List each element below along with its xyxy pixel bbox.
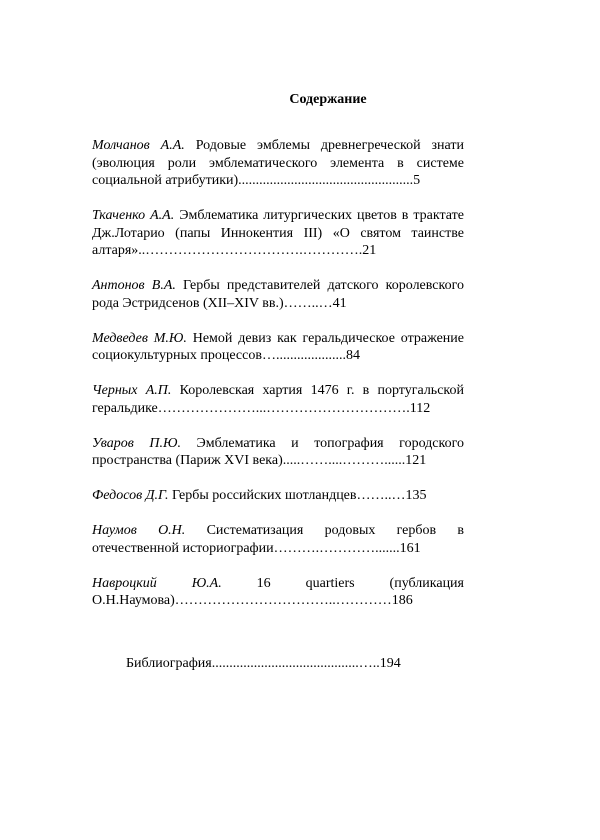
toc-entry-9	[92, 575, 464, 610]
toc-title: Эмблематика и топография городского пространства (Париж XVI века).....……....………......121	[92, 435, 464, 468]
toc-entry-7	[92, 487, 464, 505]
toc-author: Молчанов А.А.	[92, 138, 185, 153]
toc-author: Ткаченко А.А.	[92, 208, 175, 223]
toc-title: Гербы российских шотландцев……..…135	[171, 488, 427, 503]
toc-title: Королевская хартия 1476 г. в португальской геральдике…………………...………………………….112	[92, 383, 464, 416]
toc-author: Навроцкий Ю.А.	[92, 575, 222, 591]
toc-title: Немой девиз как геральдическое отражение социокультурных процессов…....................84	[92, 330, 465, 363]
toc-author: Федосов Д.Г.	[92, 488, 169, 503]
table-of-contents	[92, 137, 464, 627]
toc-entry-1	[92, 137, 464, 190]
toc-entry-3	[92, 277, 464, 312]
toc-entry-8	[92, 522, 464, 557]
toc-entry-6	[92, 435, 464, 470]
toc-author: Наумов О.Н.	[92, 523, 186, 538]
toc-title: Родовые эмблемы древнегреческой знати (эволюция роли эмблематического элемента в системе социальной атрибутики)..................................................5	[92, 138, 464, 188]
toc-title: Систематизация родовых гербов в отечественной историографии……….………….......161	[92, 523, 465, 556]
toc-title: Эмблематика литургических цветов в трактате Дж.Лотарио (папы Иннокентия III) «О святом таинстве алтаря»..…………………………….………….21	[92, 208, 464, 258]
toc-title: 16 quartiers (публикация О.Н.Наумова)……………………………..…………186	[92, 575, 464, 608]
toc-entry-4	[92, 330, 464, 365]
toc-author: Медведев М.Ю.	[92, 330, 187, 346]
toc-bibliography: Библиография..........................................…..194	[126, 656, 401, 671]
toc-author: Антонов В.А.	[92, 278, 176, 293]
toc-title: Гербы представителей датского королевского рода Эстридсенов (XII–XIV вв.)……..…41	[92, 278, 464, 311]
toc-author: Черных А.П.	[92, 383, 172, 398]
page-title: Содержание	[289, 92, 367, 107]
toc-author: Уваров П.Ю.	[92, 435, 181, 451]
toc-entry-5	[92, 382, 464, 417]
toc-entry-2	[92, 207, 464, 260]
